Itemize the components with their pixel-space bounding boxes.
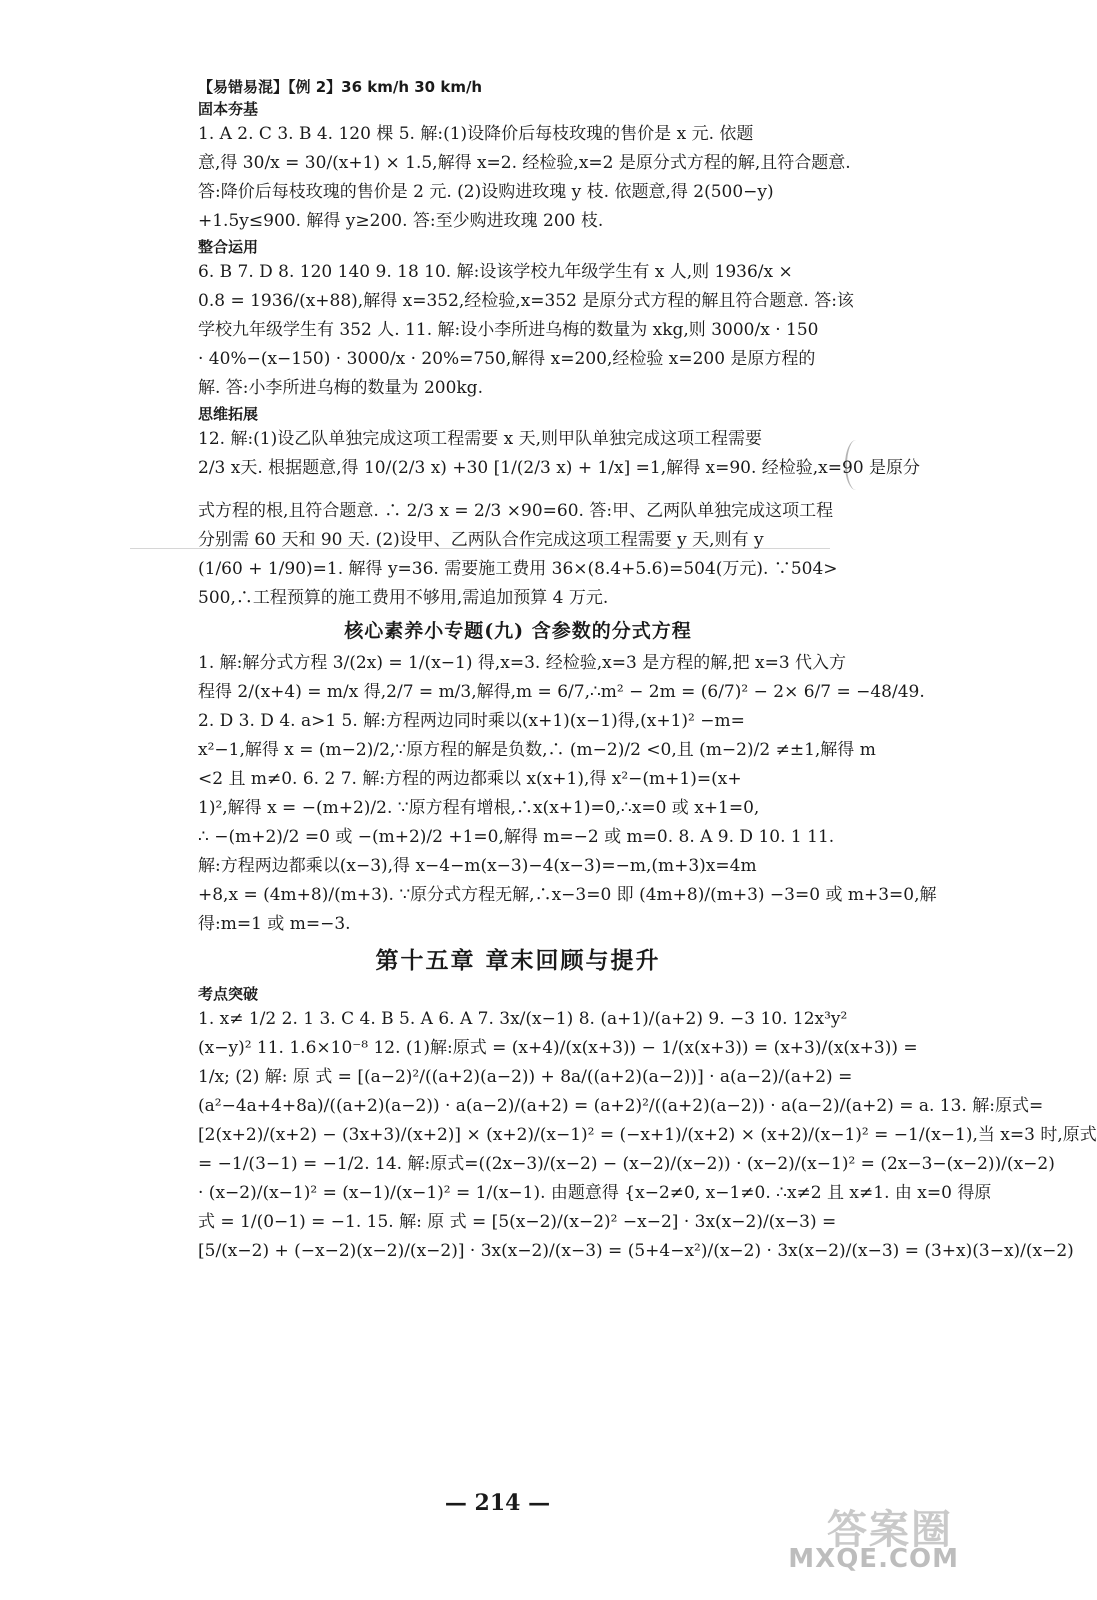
text-line: 1)²,解得 x = −(m+2)/2. ∵原方程有增根,∴x(x+1)=0,∴x=0 或 x+1=0, <box>198 798 760 818</box>
text-line: 2/3 x天. 根据题意,得 10/(2/3 x) +30 [1/(2/3 x) + 1/x] =1,解得 x=90. 经检验,x=90 是原分 <box>198 458 921 478</box>
text-line: [2(x+2)/(x+2) − (3x+3)/(x+2)] × (x+2)/(x−1)² = (−x+1)/(x+2) × (x+2)/(x−1)² = −1/(x−1),当 x=3 时,原式 <box>198 1125 1097 1145</box>
text-line: (a²−4a+4+8a)/((a+2)(a−2)) · a(a−2)/(a+2) = (a+2)²/((a+2)(a−2)) · a(a−2)/(a+2) = a. 13. 解:原式= <box>198 1096 1044 1116</box>
text-line: 0.8 = 1936/(x+88),解得 x=352,经检验,x=352 是原分式方程的解且符合题意. 答:该 <box>198 291 854 311</box>
text-line: 6. B 7. D 8. 120 140 9. 18 10. 解:设该学校九年级学生有 x 人,则 1936/x × <box>198 262 793 282</box>
topic-title: 核心素养小专题(九) 含参数的分式方程 <box>344 620 692 642</box>
text-line: x²−1,解得 x = (m−2)/2,∵原方程的解是负数,∴ (m−2)/2 <0,且 (m−2)/2 ≠±1,解得 m <box>198 740 876 760</box>
watermark-text: 答案圈 <box>827 1507 953 1553</box>
subheading-key-points: 考点突破 <box>198 985 259 1003</box>
answer-page <box>198 76 1097 1266</box>
text-line: 答:降价后每枝玫瑰的售价是 2 元. (2)设购进玫瑰 y 枝. 依题意,得 2(500−y) <box>198 182 774 202</box>
subheading-basics: 固本夯基 <box>198 100 259 118</box>
text-line: 解:方程两边都乘以(x−3),得 x−4−m(x−3)−4(x−3)=−m,(m+3)x=4m <box>198 856 757 876</box>
text-line: 学校九年级学生有 352 人. 11. 解:设小李所进乌梅的数量为 xkg,则 3000/x · 150 <box>198 320 819 340</box>
watermark-url: MXQE.COM <box>788 1544 959 1574</box>
text-line: (x−y)² 11. 1.6×10⁻⁸ 12. (1)解:原式 = (x+4)/(x(x+3)) − 1/(x(x+3)) = (x+3)/(x(x+3)) = <box>198 1038 918 1058</box>
text-line: 解. 答:小李所进乌梅的数量为 200kg. <box>198 378 483 398</box>
text-line: 式方程的根,且符合题意. ∴ 2/3 x = 2/3 ×90=60. 答:甲、乙两队单独完成这项工程 <box>198 501 834 521</box>
text-line: 2. D 3. D 4. a>1 5. 解:方程两边同时乘以(x+1)(x−1)得,(x+1)² −m= <box>198 711 745 731</box>
text-line: 1. x≠ 1/2 2. 1 3. C 4. B 5. A 6. A 7. 3x/(x−1) 8. (a+1)/(a+2) 9. −3 10. 12x³y² <box>198 1009 848 1029</box>
text-line: +1.5y≤900. 解得 y≥200. 答:至少购进玫瑰 200 枝. <box>198 211 604 231</box>
text-line: 分别需 60 天和 90 天. (2)设甲、乙两队合作完成这项工程需要 y 天,则有 y <box>198 530 764 550</box>
text-line: <2 且 m≠0. 6. 2 7. 解:方程的两边都乘以 x(x+1),得 x²−(m+1)=(x+ <box>198 769 742 789</box>
text-line: 1. A 2. C 3. B 4. 120 棵 5. 解:(1)设降价后每枝玫瑰的售价是 x 元. 依题 <box>198 124 754 144</box>
text-line: 意,得 30/x = 30/(x+1) × 1.5,解得 x=2. 经检验,x=2 是原分式方程的解,且符合题意. <box>198 153 851 173</box>
text-line: 1. 解:解分式方程 3/(2x) = 1/(x−1) 得,x=3. 经检验,x=3 是方程的解,把 x=3 代入方 <box>198 653 847 673</box>
text-line: 500,∴工程预算的施工费用不够用,需追加预算 4 万元. <box>198 588 609 608</box>
text-line: · (x−2)/(x−1)² = (x−1)/(x−1)² = 1/(x−1). 由题意得 {x−2≠0, x−1≠0. ∴x≠2 且 x≠1. 由 x=0 得原 <box>198 1183 992 1203</box>
text-line: · 40%−(x−150) · 3000/x · 20%=750,解得 x=200,经检验 x=200 是原方程的 <box>198 349 816 369</box>
subheading-integrated: 整合运用 <box>198 238 259 256</box>
watermark-logo <box>777 1492 967 1582</box>
text-line: [5/(x−2) + (−x−2)(x−2)/(x−2)] · 3x(x−2)/(x−3) = (5+4−x²)/(x−2) · 3x(x−2)/(x−3) = (3+x)(3−x)/(x−2) <box>198 1241 1074 1261</box>
text-line: 式 = 1/(0−1) = −1. 15. 解: 原 式 = [5(x−2)/(x−2)² −x−2] · 3x(x−2)/(x−3) = <box>198 1212 837 1232</box>
text-line: (1/60 + 1/90)=1. 解得 y=36. 需要施工费用 36×(8.4+5.6)=504(万元). ∵504> <box>198 559 838 579</box>
text-line: +8,x = (4m+8)/(m+3). ∵原分式方程无解,∴x−3=0 即 (4m+8)/(m+3) −3=0 或 m+3=0,解 <box>198 885 937 905</box>
subheading-extension: 思维拓展 <box>198 405 259 423</box>
text-line: = −1/(3−1) = −1/2. 14. 解:原式=((2x−3)/(x−2) − (x−2)/(x−2)) · (x−2)/(x−1)² = (2x−3−(x−2))/(x−2) <box>198 1154 1055 1174</box>
chapter-title: 第十五章 章末回顾与提升 <box>375 948 661 974</box>
text-line: 程得 2/(x+4) = m/x 得,2/7 = m/3,解得,m = 6/7,∴m² − 2m = (6/7)² − 2× 6/7 = −48/49. <box>198 682 925 702</box>
section-header-errors: 【易错易混】【例 2】36 km/h 30 km/h <box>198 78 483 96</box>
page-number: — 214 — <box>444 1490 551 1516</box>
text-line: 得:m=1 或 m=−3. <box>198 914 351 934</box>
text-line: ∴ −(m+2)/2 =0 或 −(m+2)/2 +1=0,解得 m=−2 或 m=0. 8. A 9. D 10. 1 11. <box>198 827 835 847</box>
text-line: 12. 解:(1)设乙队单独完成这项工程需要 x 天,则甲队单独完成这项工程需要 <box>198 429 763 449</box>
text-line: 1/x; (2) 解: 原 式 = [(a−2)²/((a+2)(a−2)) + 8a/((a+2)(a−2))] · a(a−2)/(a+2) = <box>198 1067 853 1087</box>
